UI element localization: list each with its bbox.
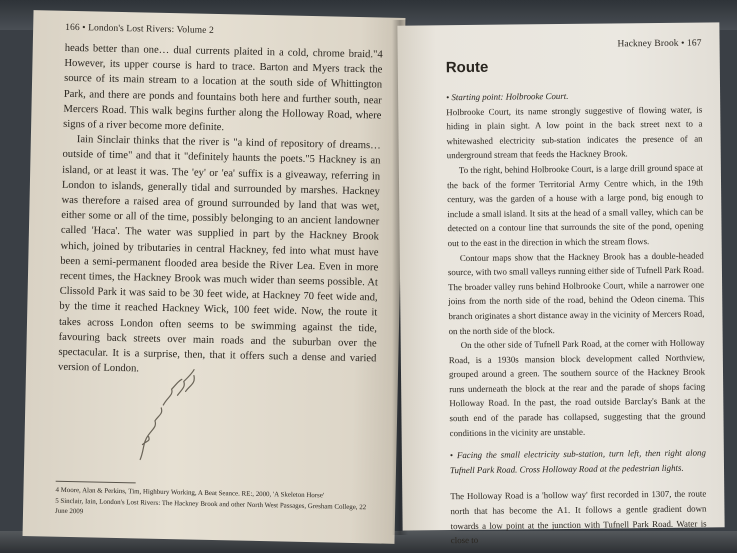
starting-point: • Starting point: Holbrooke Court. bbox=[446, 90, 569, 103]
walk-direction: • Facing the small electricity sub-station, turn left, then right along Tufnell Park Road. Cross Holloway Road at the pedestrian lights. bbox=[449, 447, 706, 476]
right-paragraph-2: To the right, behind Holbrooke Court, is a large drill ground space at the back of the former Territorial Army Centre which, in the 19th century, was the garden of a house with a large pond, big enough to include a small island. It sits at the head of a small valley, which can be detected on a contour line that surrounds the site of the pond, opening out to the east in the direction in which the stream flows. bbox=[446, 162, 704, 249]
route-heading: Route bbox=[445, 58, 489, 77]
footnote-5: 5 Sinclair, Iain, London's Lost Rivers: The Hackney Brook and other North West Passages, Gresham College, 22 June 2009 bbox=[54, 497, 367, 516]
handwritten-note bbox=[132, 364, 204, 465]
right-paragraph-3: Contour maps show that the Hackney Brook has a double-headed source, with two small valleys running either side of Tufnell Park Road. The broader valley runs behind Holbrooke Court, while a narrower one joins from the north side of the road, behind the Odeon cinema. This branch originates a short distance away in the vicinity of Mercers Road, on the north side of the block. bbox=[447, 250, 705, 336]
right-running-head: Hackney Brook • 167 bbox=[617, 38, 702, 50]
right-final-paragraph: The Holloway Road is a 'hollow way' first recorded in 1307, the route north that has become the A1. It follows a gentle gradient down towards a low point at the junction with Tufnell Park Road. Water is close to bbox=[450, 488, 707, 546]
right-paragraph-1: Holbrooke Court, its name strongly suggestive of flowing water, is hiding in plain sight. A low point in the back street next to a whitewashed electricity sub-station indicates the presence of an underground stream that feeds the Hackney Brook. bbox=[446, 104, 703, 161]
right-paragraph-4: On the other side of Tufnell Park Road, at the corner with Holloway Road, is a 1930s mansion block development called Northview, grouped around a green. The southern source of the Hackney Brook runs underneath the block at the rear and the parade of shops facing Holloway Road. In the past, the road outside Barclay's Bank at the south end of the parade has collapsed, suggesting that the ground conditions in the vicinity are unstable. bbox=[448, 337, 706, 438]
left-running-head: 166 • London's Lost Rivers: Volume 2 bbox=[65, 22, 214, 36]
footnote-4: 4 Moore, Alan & Perkins, Tim, Highbury Working, A Beat Seance. RE:, 2000, 'A Skeleton Horse' bbox=[55, 486, 325, 500]
right-page bbox=[397, 22, 724, 546]
footnotes bbox=[55, 486, 376, 524]
left-body-text bbox=[58, 41, 383, 382]
left-paragraph-1: heads better than one… dual currents plaited in a cold, chrome braid."4 However, its upper course is hard to trace. Barton and Myers track the source of its main stream to a location at the south side of Whittington Park, and there are ponds and fountains both here and further south, near Mercers Road. This walk begins further along the Holloway Road, where signs of a river become more definite. bbox=[63, 42, 383, 134]
left-paragraph-2: Iain Sinclair thinks that the river is "a kind of repository of dreams… outside of time" and that it "definitely haunts the poets."5 Hackney is an island, or at least it was. The 'ey' or 'ea' suffix is a giveaway, referring in London to islands, generally tidal and surrounded by marshes. Hackney was therefore a raised area of ground surrounded by land that was wet, either some or all of the time, possibly belonging to an ancient landowner called 'Haca'. The water was supplied in part by the Hackney Brook which, joined by tributaries in central Hackney, fed into what must have been a semi-permanent flooded area beside the River Lea. Even in more recent times, the Hackney Brook was much wider than seems possible. At Clissold Park it was said to be 30 feet wide, at Hackney 70 feet wide and, by the time it reached Hackney Wick, 100 feet wide. Now, the route it takes across London often seems to be swimming against the tide, favouring back streets over main roads and the suburban over the spectacular. It is a surprise, then, that it offers such a dense and varied version of London. bbox=[57, 134, 381, 375]
left-page bbox=[23, 10, 406, 544]
footnote-rule bbox=[56, 481, 136, 484]
right-body-text bbox=[446, 88, 707, 548]
